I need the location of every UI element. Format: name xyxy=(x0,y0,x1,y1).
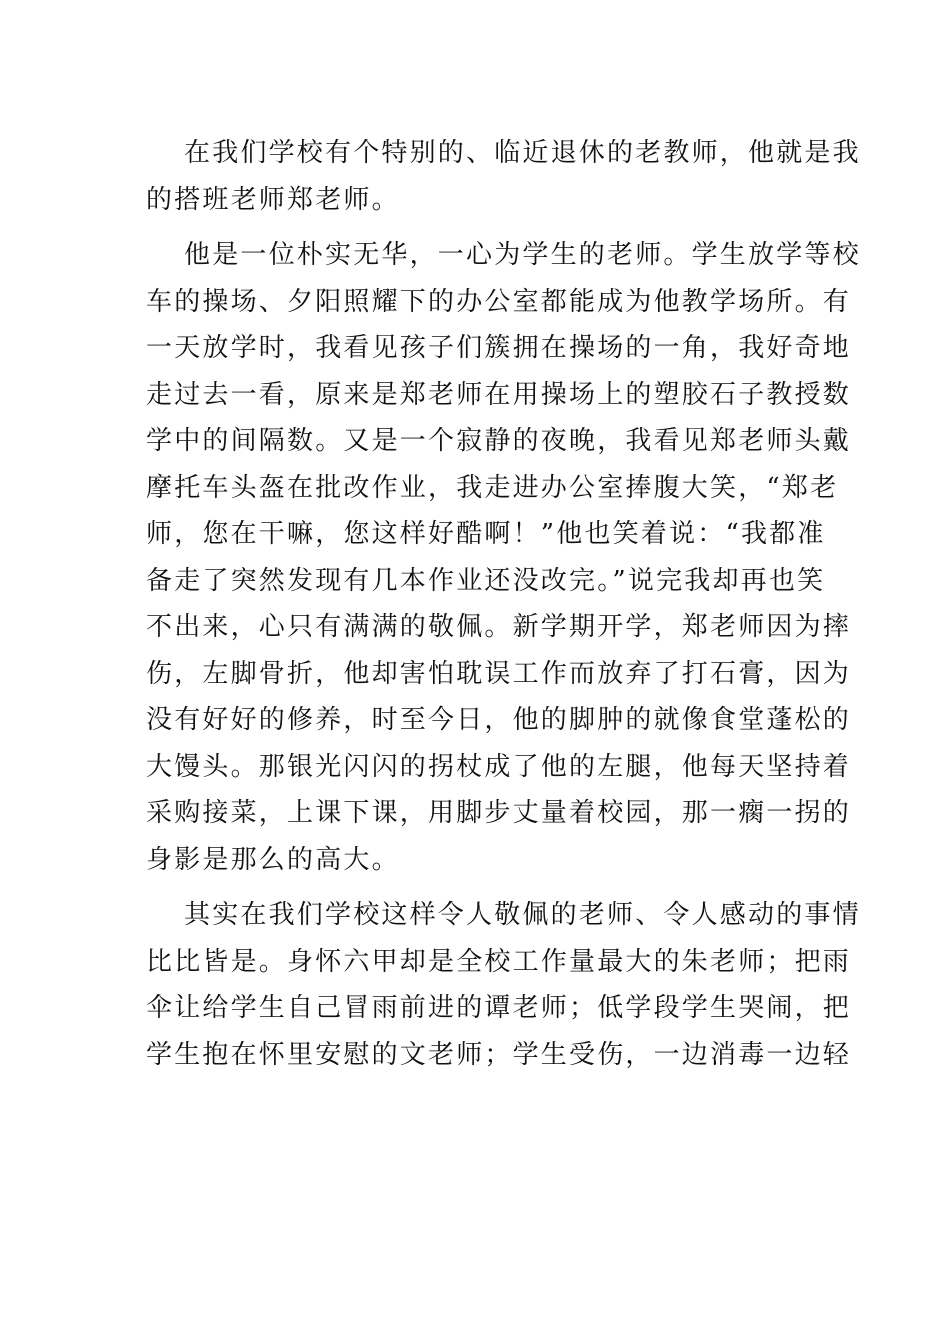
text-line: 其实在我们学校这样令人敬佩的老师、令人感动的事情 xyxy=(184,900,861,930)
text-line: 摩托车头盔在批改作业，我走进办公室捧腹大笑，“郑老 xyxy=(146,472,839,503)
text-line: 他是一位朴实无华，一心为学生的老师。学生放学等校 xyxy=(184,240,861,270)
text-line: 学生抱在怀里安慰的文老师；学生受伤，一边消毒一边轻 xyxy=(146,1039,852,1070)
text-line: 的搭班老师郑老师。 xyxy=(146,184,400,215)
text-line: 一天放学时，我看见孩子们簇拥在操场的一角，我好奇地 xyxy=(146,333,852,363)
text-line: 走过去一看，原来是郑老师在用操场上的塑胶石子教授数 xyxy=(146,379,852,410)
text-line: 伞让给学生自己冒雨前进的谭老师；低学段学生哭闹，把 xyxy=(146,993,852,1023)
text-line: 比比皆是。身怀六甲却是全校工作量最大的朱老师；把雨 xyxy=(146,946,852,977)
document-body xyxy=(146,130,861,1087)
text-line: 伤，左脚骨折，他却害怕耽误工作而放弃了打石膏，因为 xyxy=(146,658,852,689)
text-line: 大馒头。那银光闪闪的拐杖成了他的左腿，他每天坚持着 xyxy=(146,751,852,782)
paragraph-3 xyxy=(146,892,861,1078)
text-line: 在我们学校有个特别的、临近退休的老教师，他就是我 xyxy=(184,138,861,168)
text-line: 学中的间隔数。又是一个寂静的夜晚，我看见郑老师头戴 xyxy=(146,426,852,456)
text-line: 备走了突然发现有几本作业还没改完。”说完我却再也笑 xyxy=(146,565,826,596)
text-line: 采购接菜，上课下课，用脚步丈量着校园，那一瘸一拐的 xyxy=(146,798,852,828)
text-line: 不出来，心只有满满的敬佩。新学期开学，郑老师因为摔 xyxy=(146,612,852,642)
text-line: 车的操场、夕阳照耀下的办公室都能成为他教学场所。有 xyxy=(146,286,852,317)
paragraph-1 xyxy=(146,130,861,223)
text-line: 师，您在干嘛，您这样好酷啊！”他也笑着说：“我都准 xyxy=(146,519,826,549)
text-line: 身影是那么的高大。 xyxy=(146,844,400,875)
text-line: 没有好好的修养，时至今日，他的脚肿的就像食堂蓬松的 xyxy=(146,705,852,735)
paragraph-2 xyxy=(146,232,861,883)
